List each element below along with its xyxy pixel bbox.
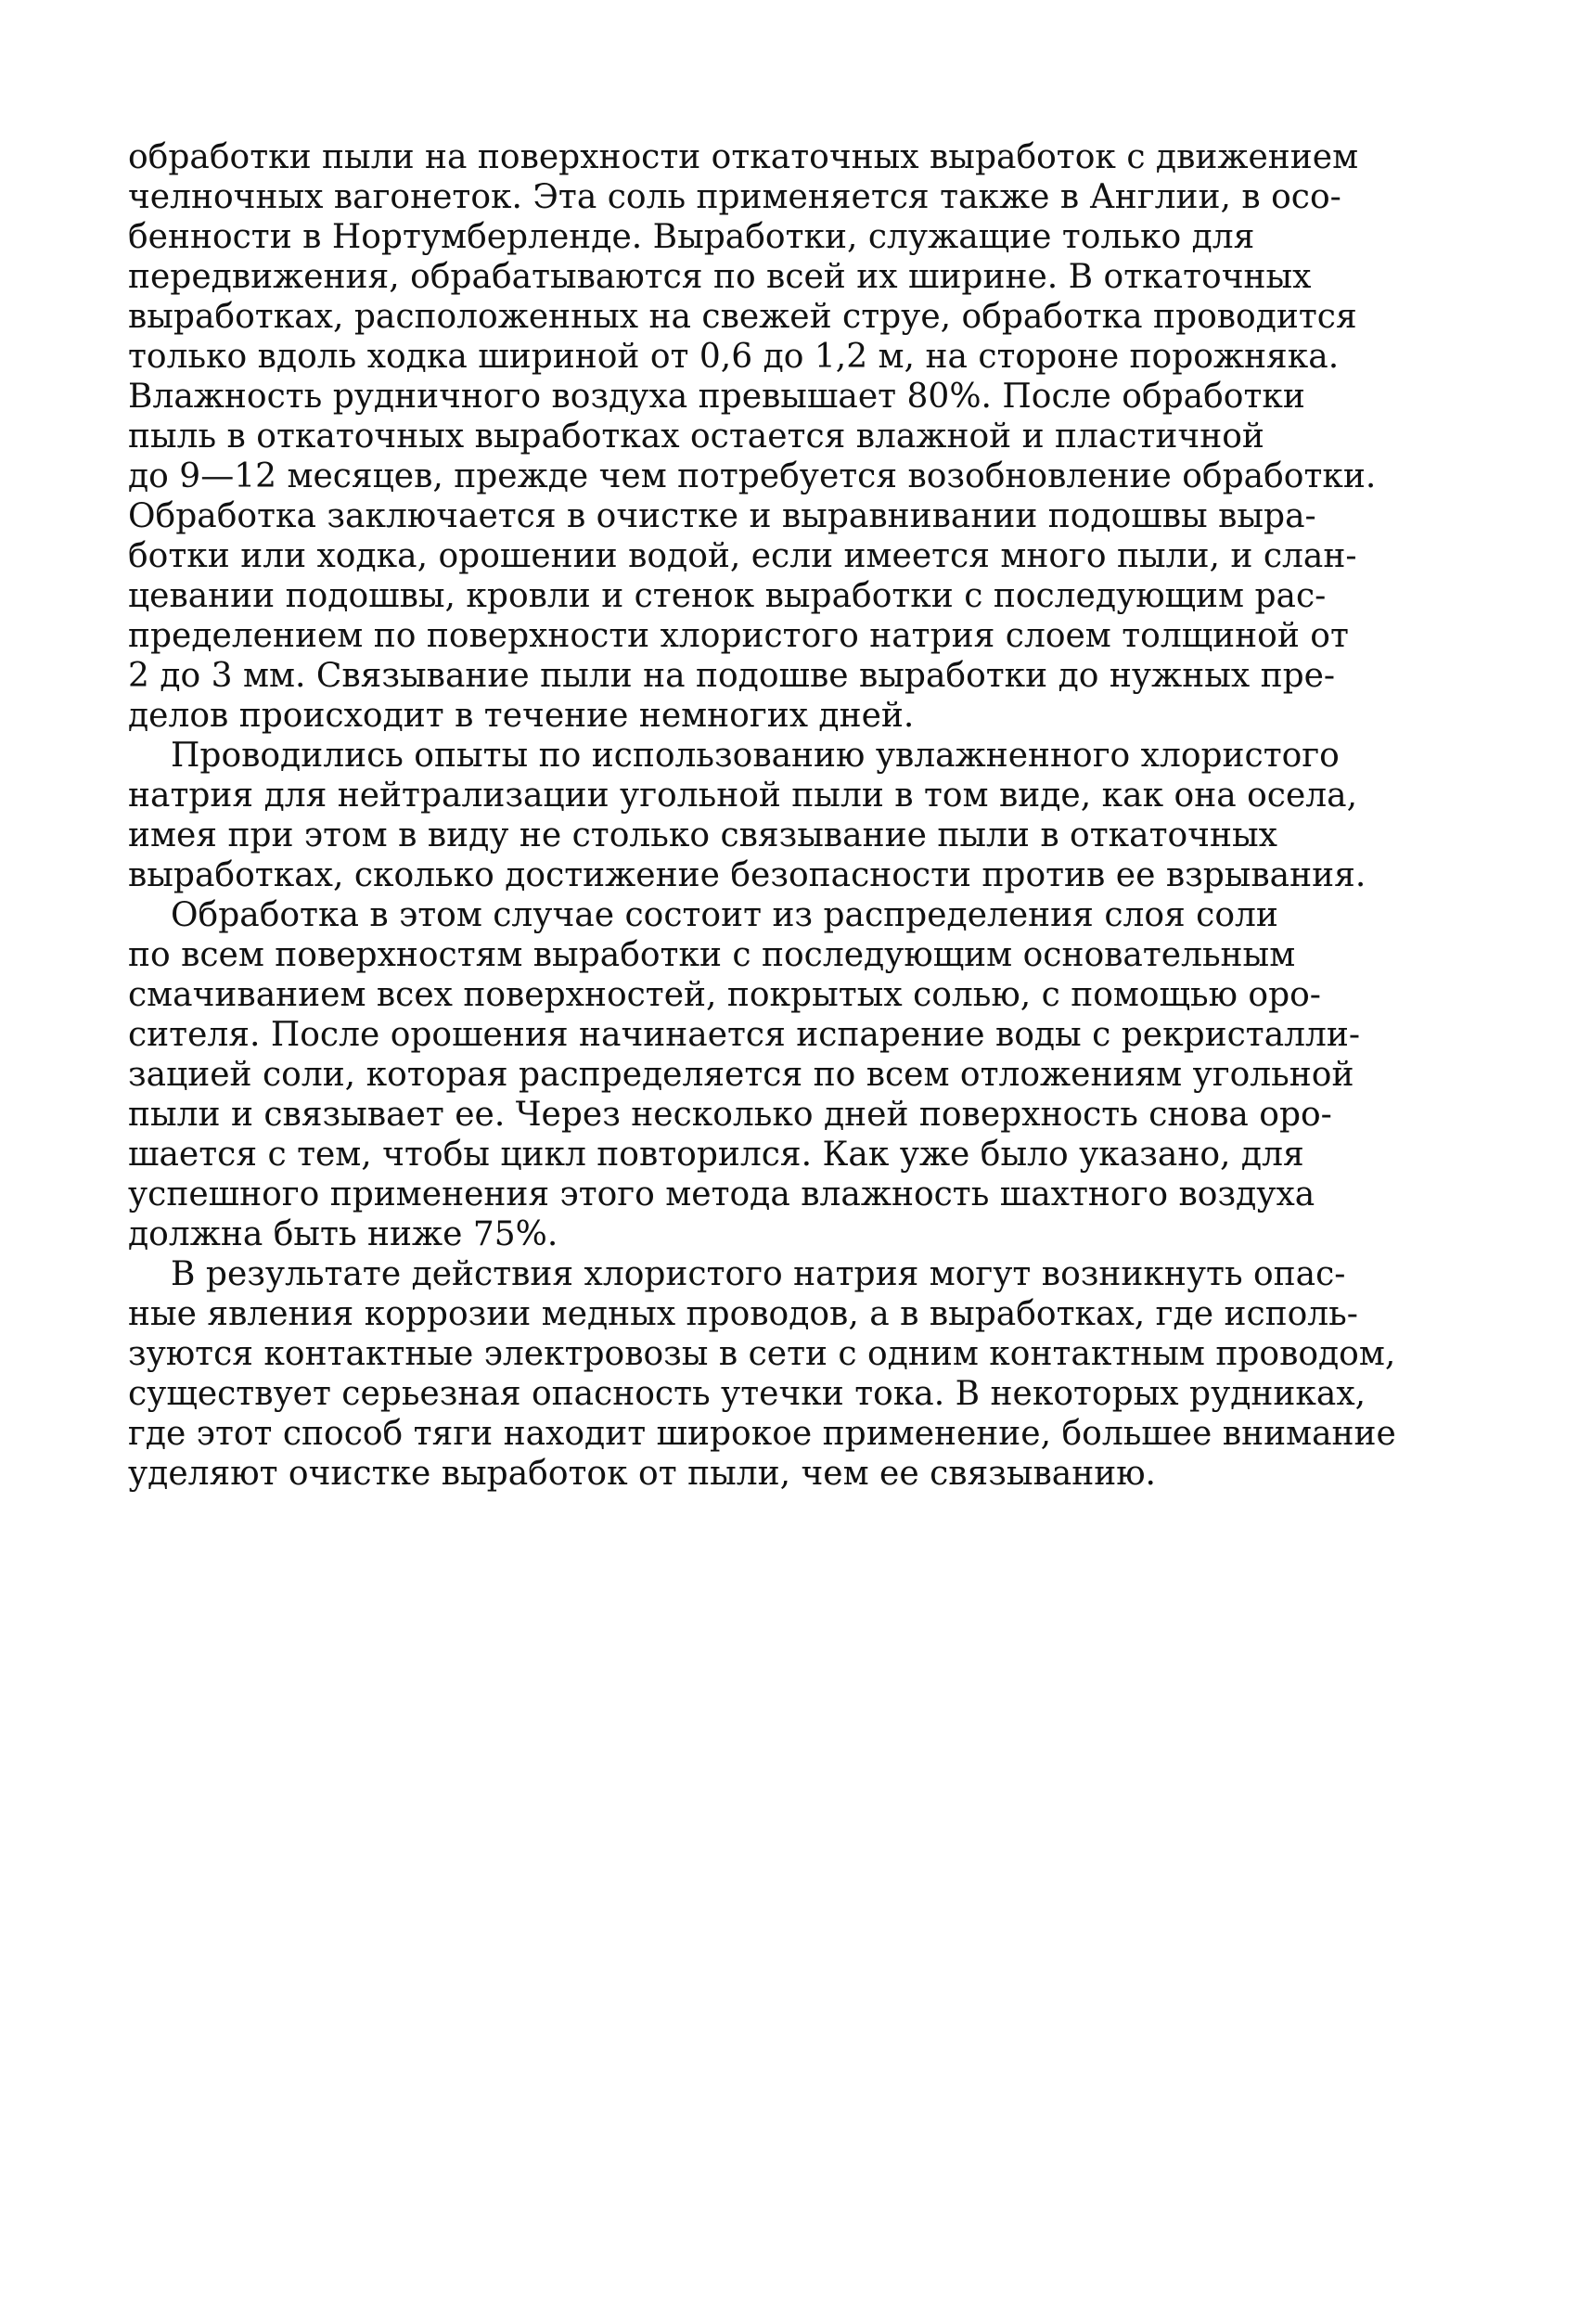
paragraph: обработки пыли на поверхности откаточных выработок с движением челночных вагонеток. Эта соль применяется также в Англии, в осо- бенности в Нортумберленде. Выработки, служащие только для передвижения, обрабатываются по всей их ширине. В откаточных выработках, расположенных на свежей струе, обработка проводится только вдоль ходка шириной от 0,6 до 1,2 м, на стороне порожняка. Влажность рудничного воздуха превышает 80%. После обработки пыль в откаточных выработках остается влажной и пластичной до 9—12 месяцев, прежде чем потребуется возобновление обработки. Обработка заключается в очистке и выравнивании подошвы выра- ботки или ходка, орошении водой, если имеется много пыли, и слан- цевании подошвы, кровли и стенок выработки с последующим рас- пределением по поверхности хлористого натрия слоем толщиной от 2 до 3 мм. Связывание пыли на подошве выработки до нужных пре- делов происходит в течение немногих дней. <box>128 138 1377 735</box>
paragraph: В результате действия хлористого натрия могут возникнуть опас- ные явления коррозии медных проводов, а в выработках, где исполь- зуются контактные электровозы в сети с одним контактным проводом, существует серьезная опасность утечки тока. В некоторых рудниках, где этот способ тяги находит широкое применение, большее внимание уделяют очистке выработок от пыли, чем ее связыванию. <box>128 1255 1396 1493</box>
paragraph: Обработка в этом случае состоит из распределения слоя соли по всем поверхностям выработки с последующим основательным смачиванием всех поверхностей, покрытых солью, с помощью оро- сителя. После орошения начинается испарение воды с рекристалли- зацией соли, которая распределяется по всем отложениям угольной пыли и связывает ее. Через несколько дней поверхность снова оро- шается с тем, чтобы цикл повторился. Как уже было указано, для успешного применения этого метода влажность шахтного воздуха должна быть ниже 75%. <box>128 896 1361 1253</box>
paragraph: Проводились опыты по использованию увлажненного хлористого натрия для нейтрализации угольной пыли в том виде, как она осела, имея при этом в виду не столько связывание пыли в откаточных выработках, сколько достижение безопасности против ее взрывания. <box>128 737 1366 894</box>
body-text <box>128 137 1430 1494</box>
